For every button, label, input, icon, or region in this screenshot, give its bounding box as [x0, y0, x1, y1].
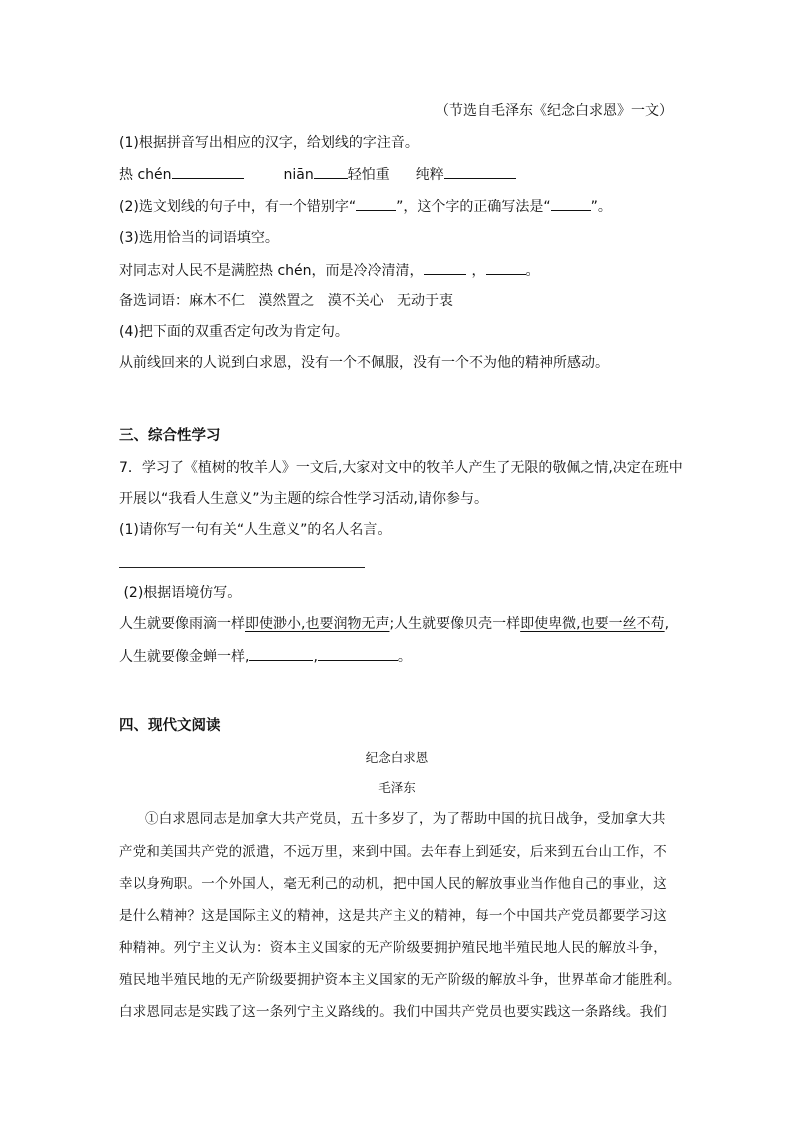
blank-imitation-2[interactable]	[318, 646, 398, 661]
blank-correct-char[interactable]	[551, 196, 591, 211]
q3-end: 。	[525, 263, 540, 279]
imitation-underlined-1: 即使渺小,也要润物无声	[245, 616, 390, 632]
pinyin-b: niān	[283, 167, 314, 183]
blank-word-2[interactable]	[486, 260, 526, 275]
q2-text-1: (2)选文划线的句子中，有一个错别字“	[119, 199, 357, 215]
article-line: 幸以身殉职。一个外国人，毫无利己的动机，把中国人民的解放事业当作他自己的事业，这	[119, 876, 667, 892]
section-3-heading: 三、综合性学习	[119, 428, 221, 444]
question-2	[119, 196, 612, 217]
blank-cui[interactable]	[444, 164, 516, 179]
imitation-line2-prefix: 人生就要像金蝉一样,	[119, 649, 250, 665]
question-4-title: (4)把下面的双重否定句改为肯定句。	[119, 324, 349, 340]
pinyin-line	[119, 164, 516, 185]
blank-nian[interactable]	[314, 164, 348, 179]
blank-imitation-1[interactable]	[249, 646, 313, 661]
imitation-line-2	[119, 646, 412, 667]
imitation-p3: ,	[664, 616, 670, 632]
answer-line[interactable]	[119, 567, 365, 568]
question-3-sentence	[119, 260, 540, 281]
imitation-p1: 人生就要像雨滴一样	[119, 616, 245, 632]
article-line: 是什么精神？这是国际主义的精神，这是共产主义的精神，每一个中国共产党员都要学习这	[119, 908, 667, 924]
article-title: 纪念白求恩	[365, 750, 429, 765]
question-7-sub-2: (2)根据语境仿写。	[119, 585, 242, 601]
article-line: 殖民地半殖民地的无产阶级要拥护资本主义国家的无产阶级的解放斗争，世界革命才能胜利。	[119, 972, 681, 988]
pinyin-c-word: 纯粹	[415, 167, 444, 183]
imitation-underlined-2: 即使卑微,也要一丝不苟	[520, 616, 665, 632]
pinyin-b-word: 轻怕重	[347, 167, 390, 183]
article-line: 产党和美国共产党的派遣，不远万里，来到中国。去年春上到延安，后来到五台山工作，不	[119, 844, 667, 860]
question-7-sub-1: (1)请你写一句有关“人生意义”的名人名言。	[119, 522, 392, 538]
imitation-line-1	[119, 614, 669, 634]
q3-sentence-text: 对同志对人民不是满腔热 chén，而是冷冷清清，	[119, 263, 424, 279]
q2-text-3: ”。	[590, 199, 612, 215]
article-line: 白求恩同志是实践了这一条列宁主义路线的。我们中国共产党员也要实践这一条路线。我们	[119, 1004, 667, 1020]
question-7-line-1: 7．学习了《植树的牧羊人》一文后,大家对文中的牧羊人产生了无限的敬佩之情,决定在班中	[119, 460, 683, 476]
article-line: ①白求恩同志是加拿大共产党员，五十多岁了，为了帮助中国的抗日战争，受加拿大共	[145, 811, 666, 827]
question-7-line-2: 开展以“我看人生意义”为主题的综合性学习活动,请你参与。	[119, 491, 488, 507]
question-3-title: (3)选用恰当的词语填空。	[119, 230, 279, 246]
blank-chen[interactable]	[172, 164, 244, 179]
imitation-line2-comma: ,	[313, 649, 318, 665]
source-note: （节选自毛泽东《纪念白求恩》一文）	[435, 103, 673, 119]
question-1: (1)根据拼音写出相应的汉字，给划线的字注音。	[119, 135, 419, 151]
imitation-p2: ;人生就要像贝壳一样	[389, 616, 521, 632]
question-4-sentence: 从前线回来的人说到白求恩，没有一个不佩服，没有一个不为他的精神所感动。	[119, 355, 609, 371]
article-author: 毛泽东	[378, 780, 416, 795]
article-line: 种精神。列宁主义认为：资本主义国家的无产阶级要拥护殖民地半殖民地人民的解放斗争，	[119, 940, 667, 956]
q3-comma: ，	[471, 263, 486, 279]
q2-text-2: ”，这个字的正确写法是“	[396, 199, 551, 215]
question-3-options: 备选词语：麻木不仁 漠然置之 漠不关心 无动于衷	[119, 293, 454, 309]
section-4-heading: 四、现代文阅读	[119, 718, 221, 734]
pinyin-a-prefix: 热 chén	[119, 167, 172, 183]
blank-word-1[interactable]	[424, 260, 466, 275]
blank-wrong-char[interactable]	[356, 196, 396, 211]
imitation-line2-end: 。	[397, 649, 412, 665]
